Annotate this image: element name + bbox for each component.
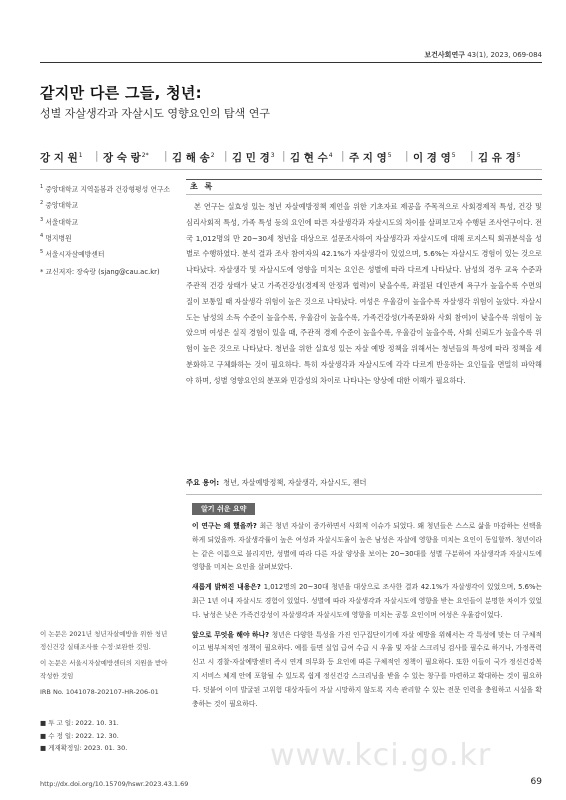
doi-link[interactable]: http://dx.doi.org/10.15709/hswr.2023.43.1.69	[40, 780, 189, 788]
easy-summary-label: 알기 쉬운 요약	[192, 503, 255, 515]
summary-answer: 최근 청년 자살이 증가하면서 사회적 이슈가 되었다. 왜 청년들은 스스로 삶을 마감하는 선택을 하게 되었을까. 자살생각률이 높은 여성과 자살시도율이 높은 남성은 자살에 영향을 미치는 요인이 동일할까. 청년이라는 같은 이름으로 불리지만, 성별에 따라 다른 자살 양상을 보이는 20~30대를 성별 구분하여 자살생각과 자살시도에 영향을 미치는 요인을 살펴보았다.	[192, 522, 542, 572]
author-affiliation-mark: 5	[451, 151, 456, 159]
easy-summary	[192, 520, 542, 717]
summary-paragraph	[192, 581, 542, 622]
summary-question: 이 연구는 왜 했을까?	[192, 522, 260, 530]
affiliations	[40, 180, 170, 279]
date-line: ■ 게재확정일: 2023. 01. 30.	[40, 744, 128, 752]
author-name: 김 현 수$^4$	[290, 151, 333, 164]
author-name: 이 경 영$^5$	[413, 151, 456, 164]
affiliation-item: $^5$ 서울시자살예방센터	[40, 249, 105, 259]
header-rule	[40, 62, 542, 63]
author-affiliation-mark: 4	[328, 151, 333, 159]
journal-header	[424, 50, 542, 60]
affiliation-item: $^1$ 중앙대학교 지역돌봄과 건강형평성 연구소	[40, 184, 171, 194]
keywords-label: 주요 용어:	[186, 478, 220, 487]
footnote-line: 이 논문은 2021년 청년자살예방을 위한 청년 정신건강 실태조사를 수정·보완한 것임.	[40, 630, 168, 651]
author-affiliation-mark: 5	[387, 151, 392, 159]
author-name: 김 해 송$^2$	[172, 151, 215, 164]
summary-paragraph	[192, 629, 542, 712]
keywords-rule	[186, 494, 542, 495]
author-separator: |	[95, 150, 99, 162]
abstract-heading-bar	[186, 179, 542, 195]
author-affiliation-mark: 2*	[141, 151, 149, 159]
author-separator: |	[341, 150, 345, 162]
journal-info: 43(1), 2023, 069-084	[467, 51, 542, 59]
paper-title: 같지만 다른 그들, 청년:	[40, 84, 202, 102]
corresponding-author: * 교신저자: 장숙랑 (sjang@cau.ac.kr)	[40, 268, 160, 277]
author-separator: |	[470, 150, 474, 162]
summary-question: 새롭게 밝혀진 내용은?	[192, 583, 264, 592]
paper-subtitle: 성별 자살생각과 자살시도 영향요인의 탐색 연구	[40, 107, 271, 120]
author-affiliation-mark: 1	[78, 151, 83, 159]
author-list	[40, 147, 542, 170]
date-line: ■ 수 정 일: 2022. 12. 30.	[40, 731, 119, 740]
author-separator: |	[164, 150, 168, 162]
abstract-text: 본 연구는 실효성 있는 청년 자살예방정책 제언을 위한 기초자료 제공을 주목적으로 사회경제적 특성, 건강 및 심리사회적 특성, 가족 특성 등의 요인에 따른 자살생각과 자살시도의 차이를 살펴보고자 수행된 조사연구이다. 전국 1,012명의 만 20~30세 청년을 대상으로 설문조사하여 자살생각과 자살시도에 대해 로지스틱 회귀분석을 성별로 수행하였다. 분석 결과 조사 참여자의 42.1%가 자살생각이 있었으며, 5.6%는 자살시도 경험이 있는 것으로 나타났다. 자살생각 및 자살시도에 영향을 미치는 요인은 성별에 따라 다르게 나타났다. 남성의 경우 교육 수준과 주관적 건강 상태가 낮고 가족건강성(경제적 안정과 협력)이 낮을수록, 좌절된 대인관계 욕구가 높을수록 수면의 질이 보통일 때 자살생각 위험이 높은 것으로 나타났다. 여성은 우울감이 높을수록 자살생각 위험이 높았다. 자살시도는 남성의 소득 수준이 높을수록, 우울감이 높을수록, 가족건강성(가족문화와 사회 참여)이 낮을수록 위험이 높았으며 여성은 실직 경험이 있을 때, 주관적 경제 수준이 높을수록, 우울감이 높을수록, 사회 신뢰도가 높을수록 위험이 높은 것으로 나타났다. 청년을 위한 실효성 있는 자살 예방 정책을 위해서는 청년들의 특성에 따라 정책을 세분화하고 구체화하는 것이 필요하다. 특히 자살생각과 자살시도에 각각 다르게 반응하는 요인들을 면밀히 파악해야 하며, 성별 영향요인의 분포와 민감성의 차이로 나타나는 양상에 대한 이해가 필요하다.	[186, 202, 542, 385]
keywords	[186, 478, 542, 488]
journal-name: 보건사회연구	[424, 51, 465, 59]
abstract-heading: 초 록	[190, 182, 215, 191]
affiliation-item: $^4$ 명지병원	[40, 232, 72, 243]
page-number: 69	[530, 777, 542, 787]
author-name: 주 지 영$^5$	[349, 151, 392, 164]
affiliation-item: $^2$ 중앙대학교	[40, 200, 79, 210]
affiliation-item: $^3$ 서울대학교	[40, 216, 79, 226]
author-separator: |	[282, 150, 286, 162]
author-separator: |	[224, 150, 228, 162]
footnote-line: 이 논문은 서울시자살예방센터의 지원을 받아 작성한 것임	[40, 659, 168, 680]
submission-dates	[40, 717, 127, 755]
summary-paragraph	[192, 520, 542, 575]
author-affiliation-mark: 3	[270, 151, 275, 159]
author-name: 김 유 경$^5$	[478, 151, 521, 164]
keywords-text: 청년, 자살예방정책, 자살생각, 자살시도, 젠더	[223, 478, 367, 487]
funding-footnote	[40, 628, 175, 703]
footnote-line: IRB No. 1041078-202107-HR-206-01	[40, 688, 159, 696]
date-line: ■ 투 고 일: 2022. 10. 31.	[40, 719, 119, 727]
abstract	[186, 199, 542, 389]
author-name: 강 지 원$^1$	[40, 151, 83, 164]
summary-answer: 1,012명의 20~30대 청년을 대상으로 조사한 결과 42.1%가 자살생각이 있었으며, 5.6%는 최근 1년 이내 자살시도 경험이 있었다. 성별에 따라 자살생각과 자살시도에 영향을 받는 요인들이 분명한 차이가 있었다. 남성은 낮은 가족건강성이 자살생각과 자살시도에 영향을 미치는 공통 요인이며 여성은 우울감이었다.	[192, 583, 542, 619]
author-affiliation-mark: 2	[210, 151, 215, 159]
author-affiliation-mark: 5	[516, 151, 521, 159]
summary-question: 앞으로 무엇을 해야 하나?	[192, 630, 272, 639]
summary-answer: 청년은 다양한 특성을 가진 인구집단이기에 자살 예방을 위해서는 각 특성에 맞는 더 구체적이고 범부처적인 정책이 필요하다. 예를 들면 실업 급여 수급 시 우울 및 자살 스크리닝 검사를 필수로 하거나, 가정폭력 신고 시 경찰-자살예방센터 즉시 연계 의무화 등 요인에 따른 구체적인 정책이 필요하다. 또한 이들이 국가 정신건강복지 서비스 체계 안에 포함될 수 있도록 쉽게 정신건강 스크리닝을 받을 수 있는 창구를 마련하고 확대하는 것이 필요하다. 덧붙여 이미 발굴된 고위험 대상자들이 자살 시망하지 않도록 지속 관리할 수 있는 전문 인력을 충원하고 시설을 확충하는 것이 필요하다.	[192, 630, 542, 708]
watermark: www.kci.go.kr	[270, 738, 492, 773]
author-name: 장 숙 랑$^{2*}$	[103, 151, 149, 164]
author-separator: |	[405, 150, 409, 162]
author-name: 김 민 경$^3$	[232, 151, 275, 164]
